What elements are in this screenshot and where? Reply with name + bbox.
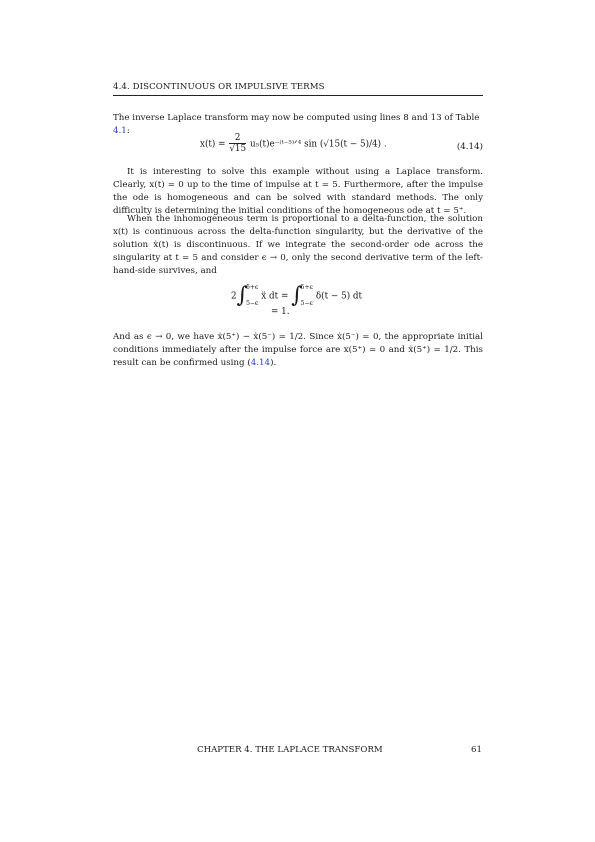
equation-4-14 [113, 131, 483, 161]
lower-limit: 5−ϵ [246, 300, 259, 307]
integral-equation [113, 280, 483, 328]
equation-rhs: u₅(t)e⁻⁽ᵗ⁻⁵⁾ᐟ⁴ sin (√15(t − 5)/4) . [249, 139, 387, 150]
upper-limit-right: 5+ϵ [300, 284, 313, 291]
footer-chapter: CHAPTER 4. THE LAPLACE TRANSFORM [197, 745, 383, 755]
header-rule [113, 95, 483, 96]
equation-fraction [229, 133, 246, 155]
integral-coefficient: 2 [231, 291, 237, 302]
paragraph-3: When the inhomogeneous term is proportional to a delta-function, the solution x(t) is continuous across the delta-function singularity, but the derivative of the solution ẋ(t) is discontinuous. If we integrate the second-order ode across the singularity at t = 5 and consider ϵ → 0, only the second derivative term of the left-hand-side survives, and [113, 214, 483, 277]
integrand-right: δ(t − 5) dt [315, 291, 363, 302]
paragraph-2: It is interesting to solve this example without using a Laplace transform. Clearly, x(t) = 0 up to the time of impulse at t = 5. Furthermore, after the impulse the ode is homogeneous and can be solved with standard methods. The only difficulty is determining the initial conditions of the homogeneous ode at t = 5⁺. [113, 167, 483, 217]
paragraph-4-end: ). [270, 358, 277, 369]
table-ref-link[interactable]: 4.1 [113, 126, 127, 137]
integral-line-1 [231, 280, 362, 312]
page-number: 61 [471, 745, 482, 755]
paragraph-1-end: : [126, 126, 130, 137]
equation-body [200, 133, 387, 155]
integral-limits-right [301, 280, 313, 312]
equation-lhs: x(t) = [200, 139, 226, 150]
upper-limit: 5+ϵ [246, 284, 259, 291]
paragraph-4-text: And as ϵ → 0, we have ẋ(5⁺) − ẋ(5⁻) = 1/2. Since ẋ(5⁻) = 0, the appropriate initial conditions immediately after the impulse force are x(5⁺) = 0 and ẋ(5⁺) = 1/2. This result can be confirmed using ( [113, 332, 483, 369]
running-head: 4.4. DISCONTINUOUS OR IMPULSIVE TERMS [113, 82, 325, 92]
paragraph-4 [113, 331, 483, 370]
fraction-numerator: 2 [229, 133, 246, 144]
integral-result: = 1. [271, 307, 290, 317]
integrand-left: ẍ dt = [261, 291, 289, 302]
equation-number: (4.14) [456, 142, 483, 152]
equation-ref-link[interactable]: 4.14 [250, 358, 271, 369]
fraction-denominator: √15 [229, 144, 247, 154]
lower-limit-right: 5−ϵ [300, 300, 313, 307]
paragraph-1-text: The inverse Laplace transform may now be computed using lines 8 and 13 of Table [113, 113, 480, 123]
integral-sign-left: ∫ [236, 283, 249, 308]
integral-limits-left [246, 280, 258, 312]
integral-sign-right: ∫ [291, 283, 303, 308]
